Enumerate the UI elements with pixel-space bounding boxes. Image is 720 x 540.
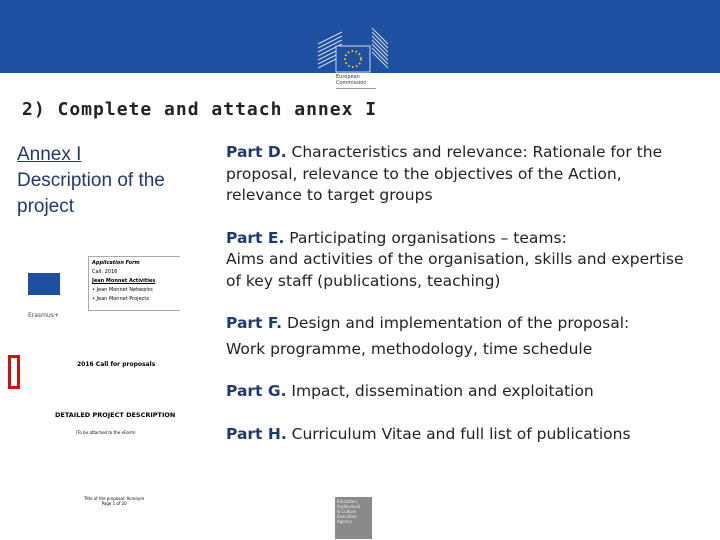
to-be-attached-note: (To be attached to the eForm)	[76, 430, 136, 435]
eacea-logo	[335, 497, 372, 539]
eu-flag-icon	[28, 273, 60, 295]
agency-line: Executive Agency	[337, 514, 357, 524]
agency-line: Audiovisual	[337, 504, 361, 509]
part-d	[226, 142, 696, 207]
part-label: Part E.	[226, 228, 285, 247]
doc-footer-1: Title of the proposal: Acronym	[84, 496, 145, 501]
slide-title: 2) Complete and attach annex I	[22, 99, 378, 120]
part-text: Impact, dissemination and exploitation	[286, 382, 594, 400]
org-line1: European	[336, 74, 360, 80]
part-f	[226, 313, 696, 360]
part-text: Curriculum Vitae and full list of publications	[286, 424, 631, 443]
ec-logo-text	[336, 74, 376, 86]
part-h	[226, 424, 696, 446]
part-g	[226, 381, 696, 403]
part-e	[226, 228, 696, 293]
doc-footer	[84, 496, 144, 506]
application-form-box	[88, 256, 180, 311]
doc-footer-2: Page 1 of 20	[101, 501, 127, 506]
logo-divider	[336, 88, 376, 89]
part-text: Participating organisations – teams:	[284, 228, 567, 247]
part-subtext: Aims and activities of the organisation, skills and expertise of key staff (publications, teaching)	[226, 250, 684, 290]
application-form-thumbnail	[28, 255, 188, 530]
parts-list	[226, 142, 696, 466]
part-label: Part G.	[226, 382, 287, 400]
annex-desc-1: Description of the	[17, 170, 165, 191]
erasmus-label: Erasmus+	[28, 312, 59, 319]
part-text: Design and implementation of the proposal:	[282, 314, 630, 332]
app-form-bullet: • Jean Monnet Networks	[92, 287, 153, 293]
annex-heading	[17, 142, 165, 220]
red-rectangle-icon	[8, 355, 20, 389]
part-label: Part D.	[226, 143, 287, 161]
app-form-call: Call: 2016	[92, 269, 118, 275]
part-text: Characteristics and relevance: Rationale for the proposal, relevance to the objectives of the Action, relevance to target groups	[226, 143, 663, 204]
part-label: Part F.	[226, 314, 283, 332]
annex-label: Annex I	[17, 144, 82, 165]
part-label: Part H.	[226, 424, 287, 443]
call-title: 2016 Call for proposals	[77, 361, 156, 368]
detailed-project-description: DETAILED PROJECT DESCRIPTION	[55, 411, 176, 419]
app-form-title: Application Form	[92, 260, 140, 266]
part-subtext: Work programme, methodology, time schedule	[226, 339, 593, 358]
agency-line: & Culture	[337, 509, 356, 514]
app-form-activities: Jean Monnet Activities	[92, 278, 156, 284]
annex-desc-2: project	[17, 196, 75, 217]
app-form-bullet: • Jean Monnet Projects	[92, 296, 149, 302]
agency-line: Education,	[337, 499, 359, 504]
org-line2: Commission	[336, 80, 367, 86]
